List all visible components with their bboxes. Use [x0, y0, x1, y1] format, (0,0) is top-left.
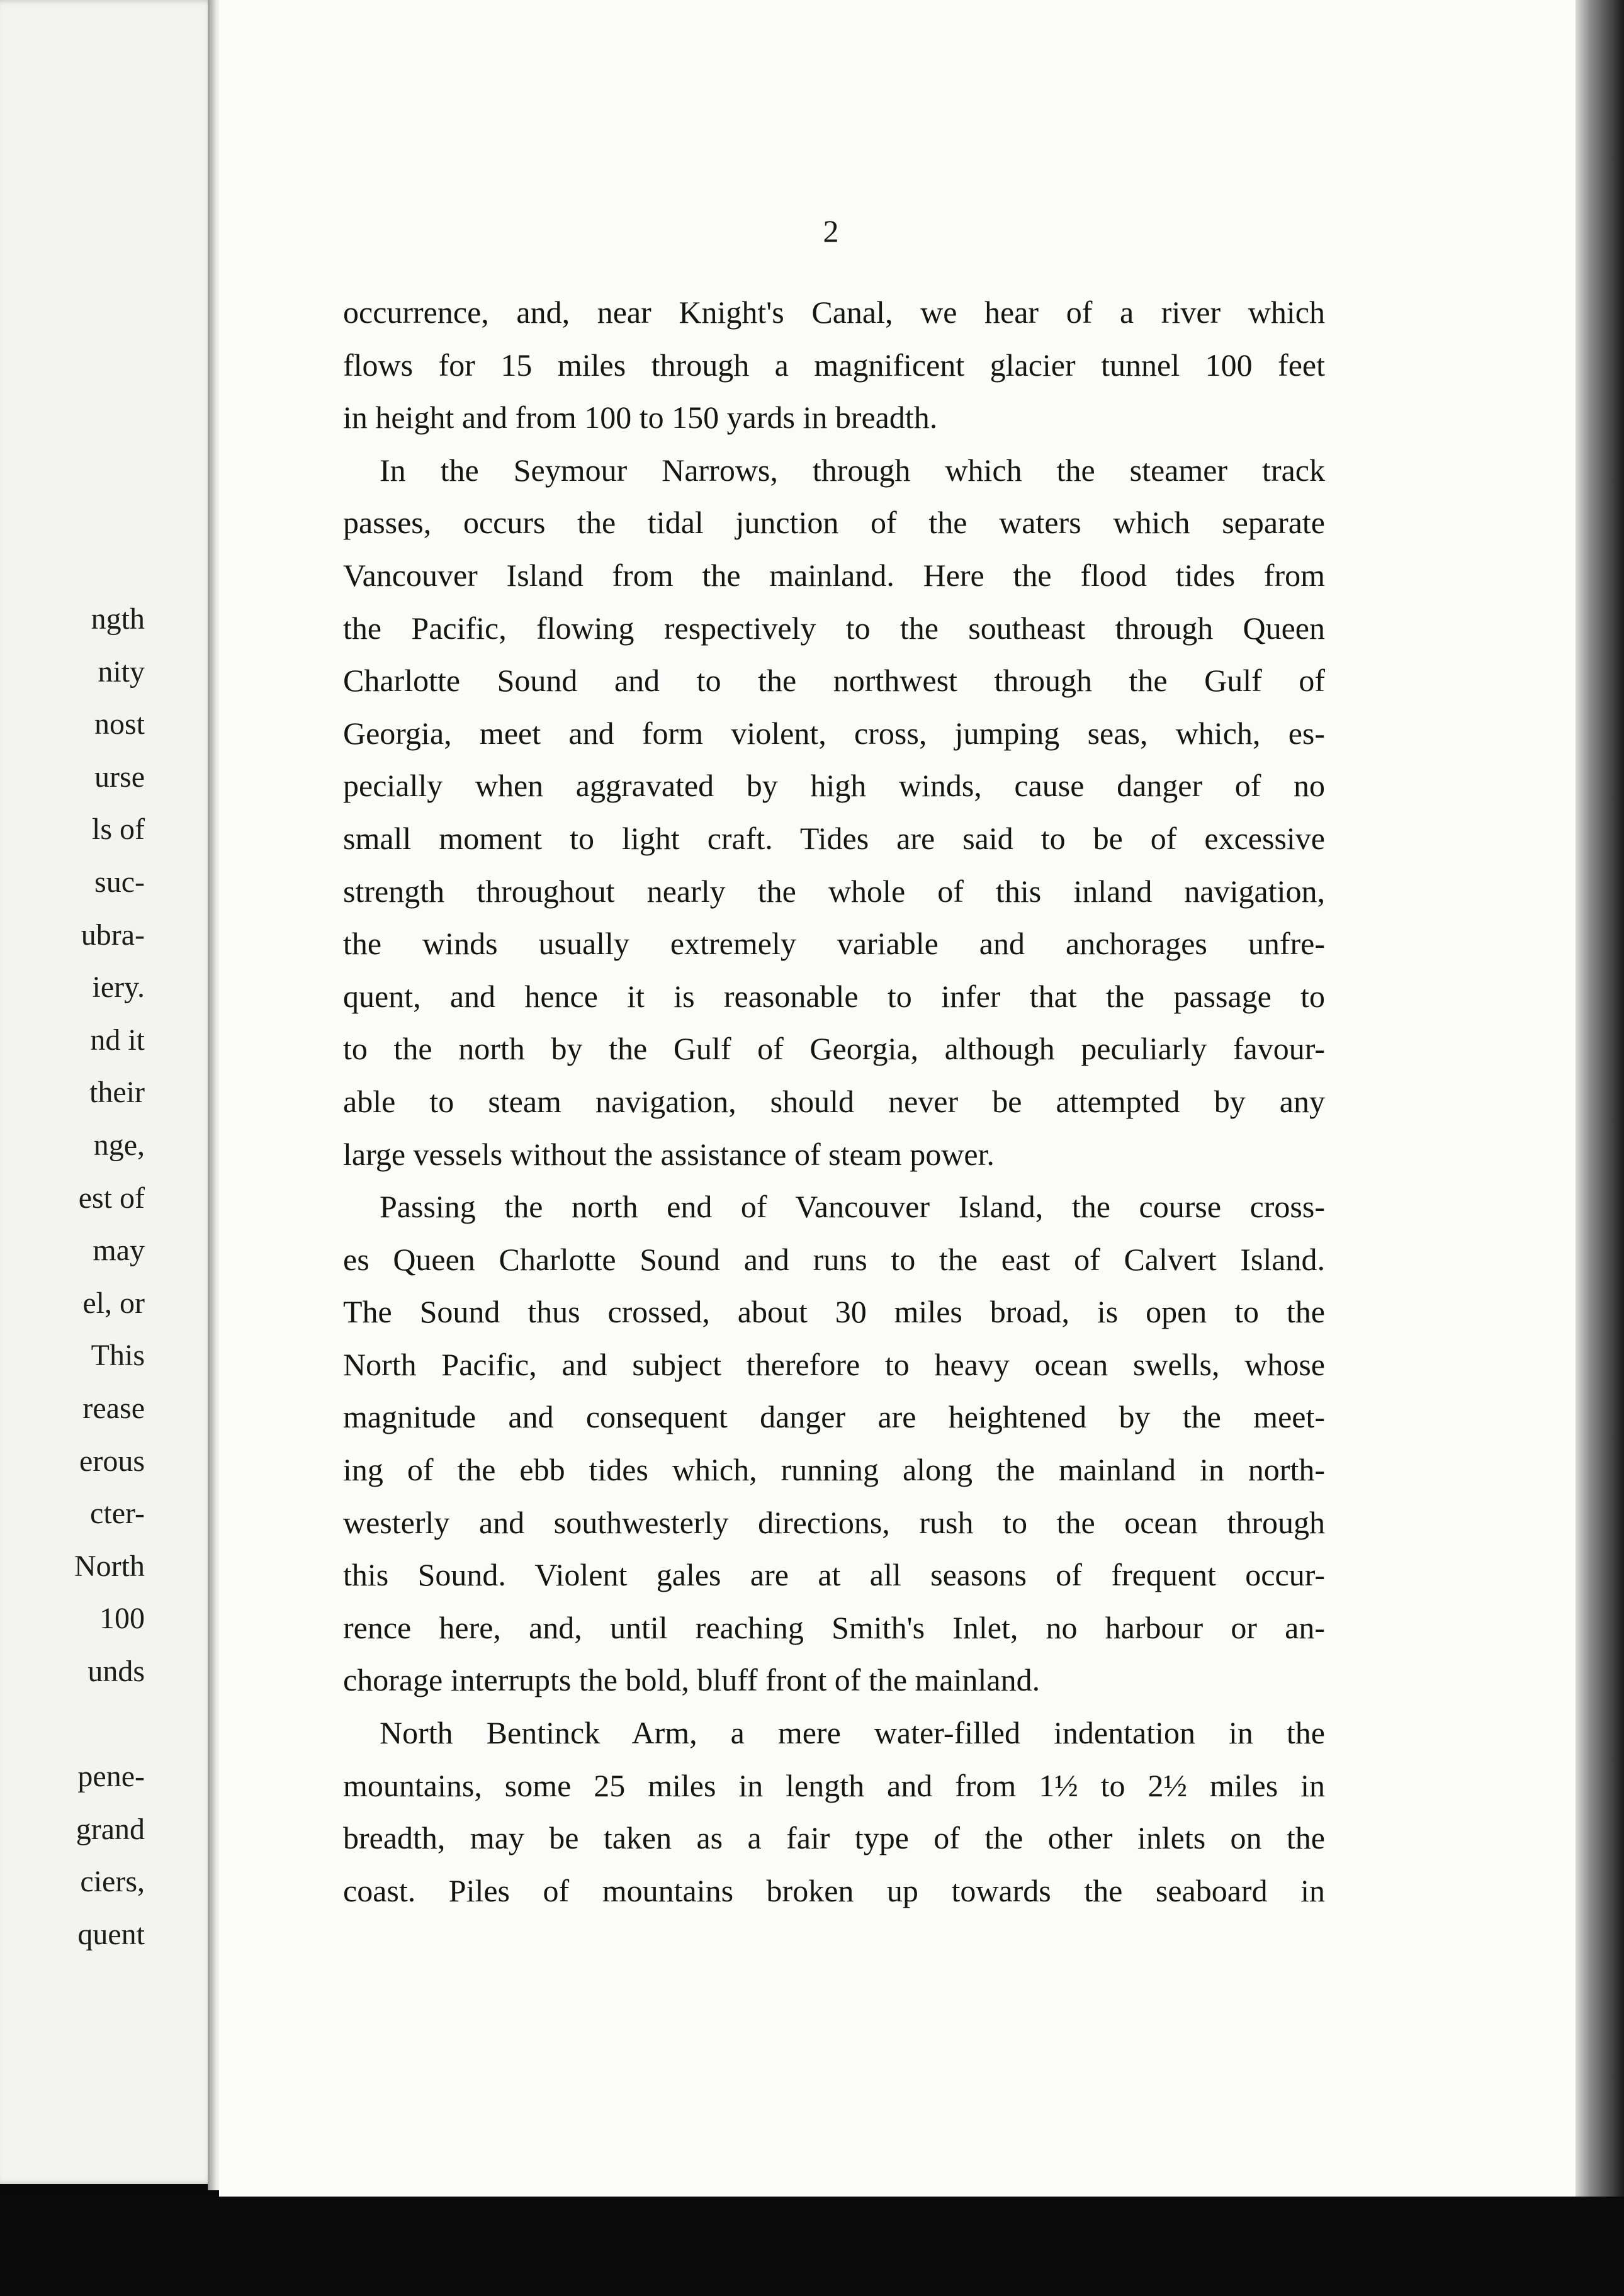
left-fragment: unds	[87, 1654, 145, 1688]
left-page-text-fragments	[0, 593, 214, 1961]
text-line: The Sound thus crossed, about 30 miles broad, is open to the	[343, 1294, 1325, 1330]
text-line: quent, and hence it is reasonable to infer that the passage to	[343, 978, 1325, 1014]
text-line: in height and from 100 to 150 yards in breadth.	[343, 400, 938, 436]
left-fragment-gap	[0, 1697, 214, 1750]
text-line: the Pacific, flowing respectively to the southeast through Queen	[343, 610, 1325, 646]
left-fragment: erous	[79, 1444, 145, 1478]
text-line: passes, occurs the tidal junction of the waters which separate	[343, 505, 1325, 541]
left-fragment: urse	[94, 760, 145, 794]
left-fragment: North	[74, 1549, 145, 1583]
text-line: pecially when aggravated by high winds, cause danger of no	[343, 768, 1325, 804]
left-fragment: 100	[99, 1602, 145, 1636]
text-line: magnitude and consequent danger are heightened by the meet-	[343, 1399, 1325, 1435]
left-fragment: iery.	[92, 971, 145, 1004]
text-line: large vessels without the assistance of steam power.	[343, 1136, 995, 1172]
text-line: North Pacific, and subject therefore to heavy ocean swells, whose	[343, 1346, 1325, 1382]
text-line: small moment to light craft. Tides are said to be of excessive	[343, 820, 1325, 856]
text-line: ing of the ebb tides which, running along the mainland in north-	[343, 1452, 1325, 1488]
left-fragment: ls of	[92, 813, 145, 847]
left-fragment: nity	[98, 655, 145, 689]
scan-bottom-border	[0, 2197, 1624, 2296]
text-line: mountains, some 25 miles in length and from 1½ to 2½ miles in	[343, 1767, 1325, 1803]
left-fragment: nge,	[93, 1128, 145, 1162]
left-fragment: nost	[94, 707, 145, 741]
text-line: coast. Piles of mountains broken up towards the seaboard in	[343, 1872, 1325, 1908]
left-fragment: est of	[78, 1181, 145, 1215]
text-line: this Sound. Violent gales are at all seasons of frequent occur-	[343, 1557, 1325, 1593]
text-line: occurrence, and, near Knight's Canal, we hear of a river which	[343, 295, 1325, 330]
left-fragment: quent	[77, 1917, 145, 1951]
text-line: Vancouver Island from the mainland. Here the flood tides from	[343, 557, 1325, 593]
left-fragment: pene-	[77, 1760, 145, 1794]
text-line: flows for 15 miles through a magnificent glacier tunnel 100 feet	[343, 347, 1325, 383]
left-fragment: nd it	[90, 1023, 145, 1057]
left-fragment: cter-	[90, 1497, 145, 1531]
book-gutter	[208, 0, 220, 2190]
left-fragment: their	[89, 1076, 145, 1110]
text-line: strength throughout nearly the whole of this inland navigation,	[343, 873, 1325, 909]
left-fragment: el, or	[82, 1286, 145, 1320]
text-line: es Queen Charlotte Sound and runs to the east of Calvert Island.	[343, 1241, 1325, 1277]
text-line: chorage interrupts the bold, bluff front of the mainland.	[343, 1662, 1040, 1698]
text-line: breadth, may be taken as a fair type of the other inlets on the	[343, 1820, 1325, 1856]
text-line: rence here, and, until reaching Smith's Inlet, no harbour or an-	[343, 1609, 1325, 1645]
text-line: westerly and southwesterly directions, rush to the ocean through	[343, 1504, 1325, 1540]
page-number: 2	[823, 213, 839, 249]
left-fragment: ciers,	[80, 1865, 145, 1899]
left-page	[0, 0, 214, 2184]
left-fragment: ngth	[91, 602, 145, 636]
text-line: able to steam navigation, should never be attempted by any	[343, 1083, 1325, 1119]
text-line: In the Seymour Narrows, through which the steamer track	[380, 452, 1325, 488]
left-fragment: grand	[76, 1812, 145, 1846]
text-line: North Bentinck Arm, a mere water-filled indentation in the	[380, 1715, 1325, 1751]
body-text	[343, 286, 1325, 1917]
text-line: to the north by the Gulf of Georgia, although peculiarly favour-	[343, 1031, 1325, 1067]
left-fragment: This	[91, 1339, 145, 1373]
text-line: Charlotte Sound and to the northwest through the Gulf of	[343, 663, 1325, 699]
page-edge-shadow	[1576, 0, 1624, 2215]
left-fragment: rease	[82, 1391, 145, 1425]
text-line: Georgia, meet and form violent, cross, jumping seas, which, es-	[343, 715, 1325, 751]
left-fragment: may	[93, 1234, 145, 1268]
text-line: the winds usually extremely variable and anchorages unfre-	[343, 926, 1325, 962]
text-line: Passing the north end of Vancouver Island, the course cross-	[380, 1189, 1325, 1225]
left-fragment: ubra-	[81, 918, 145, 952]
left-fragment: suc-	[94, 865, 145, 899]
